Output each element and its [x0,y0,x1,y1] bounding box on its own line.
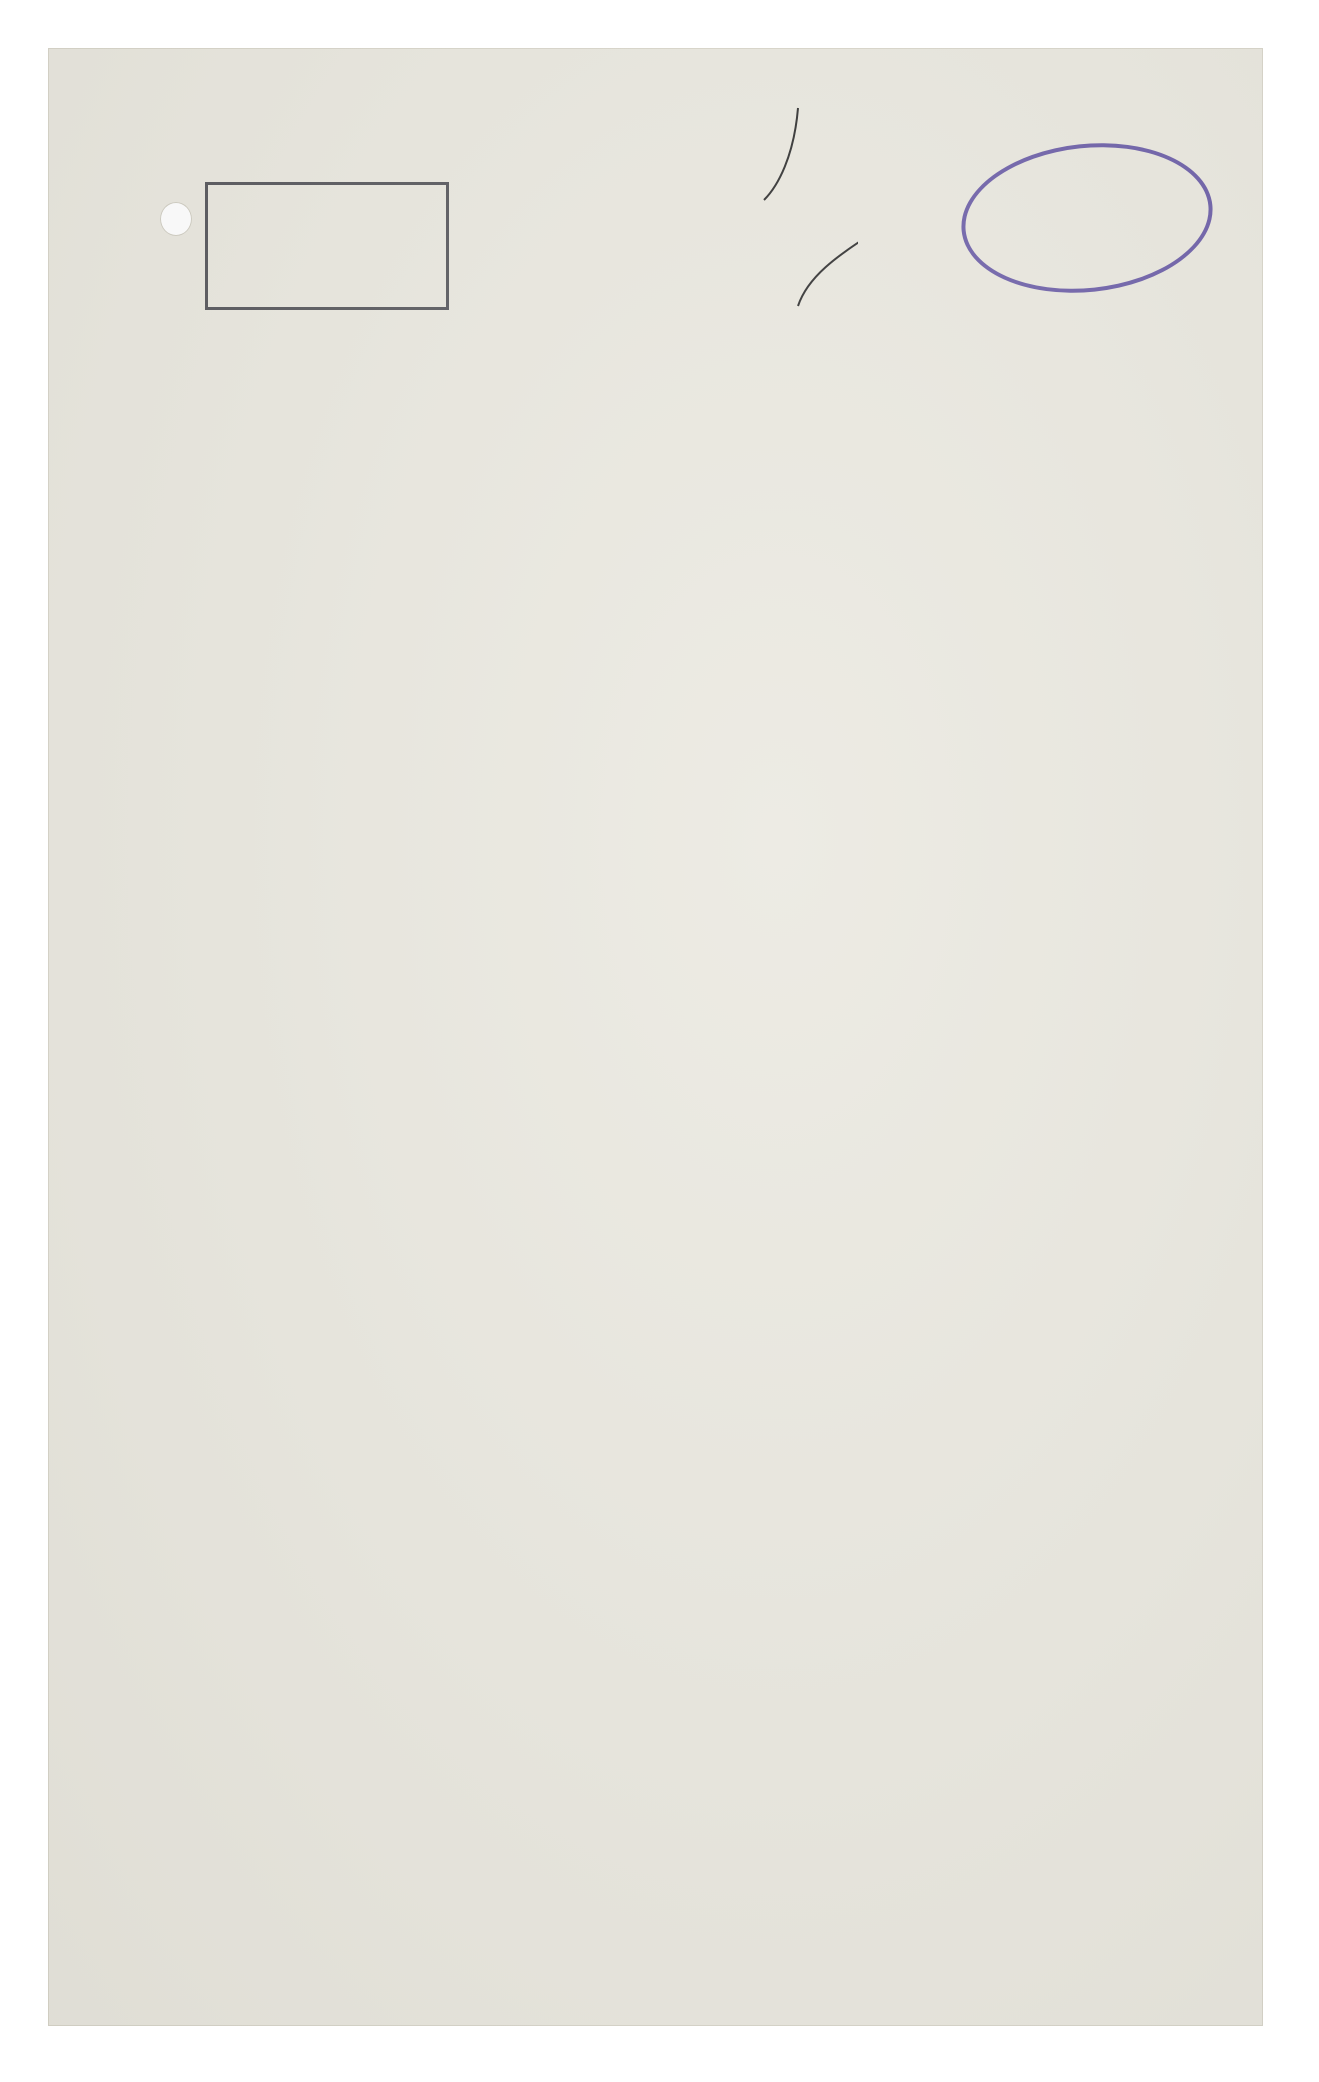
received-stamp [205,182,449,310]
document-page [48,48,1263,2026]
punch-hole [160,202,192,236]
navy-stamp-title [967,121,1196,204]
navy-stamp-number [964,189,1207,215]
pen-mark [738,96,858,326]
navy-stamp-classification [969,237,1212,263]
dept-navy-stamp [954,131,1220,305]
